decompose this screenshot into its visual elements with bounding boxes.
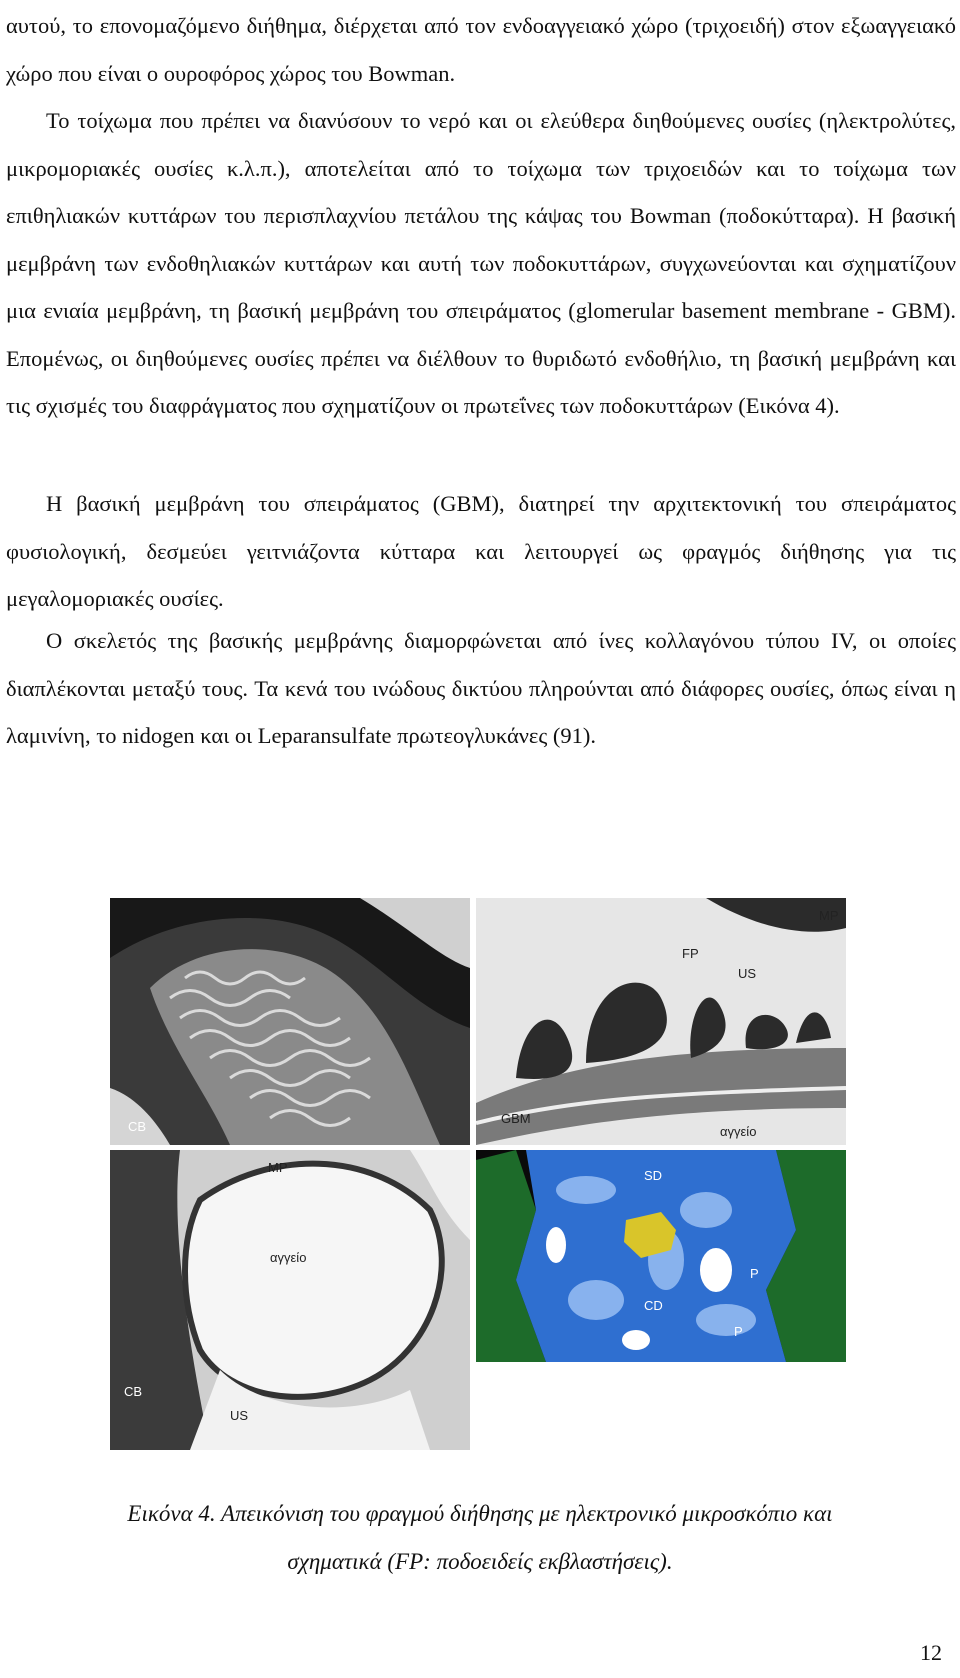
label-us-top: US	[738, 966, 757, 981]
paragraph-2: Το τοίχωμα που πρέπει να διανύσουν το νερό και οι ελεύθερα διηθούμενες ουσίες (ηλεκτρολύτες, μικρομοριακές ουσίες κ.λ.π.), αποτελείται από το τοίχωμα των τριχοειδών και το τοίχωμα των επιθηλιακών κυττάρων του περισπλαχνίου πετάλου της κάψας του Bowman (ποδοκύτταρα). Η βασική μεμβράνη των ενδοθηλιακών κυττάρων και αυτή των ποδοκυττάρων, συγχωνεύονται και σχηματίζουν μια ενιαία μεμβράνη, τη βασική μεμβράνη του σπειράματος (glomerular basement membrane - GBM). Επομένως, οι διηθούμενες ουσίες πρέπει να διέλθουν το θυριδωτό ενδοθήλιο, τη βασική μεμβράνη και τις σχισμές του διαφράγματος που σχηματίζουν οι πρωτεΐνες των ποδοκυττάρων (Εικόνα 4).	[6, 108, 956, 418]
label-cb-top: CB	[128, 1119, 147, 1134]
label-cd: CD	[644, 1298, 663, 1313]
figure-caption-line-1: Εικόνα 4. Απεικόνιση του φραγμού διήθησης με ηλεκτρονικό μικροσκόπιο και	[127, 1501, 833, 1526]
sem-podocytes-image	[110, 898, 470, 1145]
label-fp: FP	[682, 946, 699, 961]
label-gbm: GBM	[501, 1111, 531, 1126]
tem-capillary-image	[110, 1150, 470, 1450]
label-vessel-top: αγγείο	[720, 1124, 757, 1139]
paragraph-3: Η βασική μεμβράνη του σπειράματος (GBM), διατηρεί την αρχιτεκτονική του σπειράματος φυσιολογική, δεσμεύει γειτνιάζοντα κύτταρα και λειτουργεί ως φραγμός διήθησης για τις μεγαλομοριακές ουσίες.	[6, 491, 956, 611]
figure-caption-line-2: σχηματικά (FP: ποδοειδείς εκβλαστήσεις).	[287, 1549, 673, 1574]
label-cb-bottom: CB	[124, 1384, 143, 1399]
label-us-bottom: US	[230, 1408, 249, 1423]
label-mp-top: MP	[819, 908, 839, 923]
label-sd: SD	[644, 1168, 663, 1183]
label-p-1: P	[750, 1266, 759, 1281]
label-p-2: P	[734, 1324, 743, 1339]
3d-reconstruction-image	[476, 1150, 846, 1362]
tem-filtration-barrier-image	[476, 898, 846, 1145]
paragraph-4: Ο σκελετός της βασικής μεμβράνης διαμορφώνεται από ίνες κολλαγόνου τύπου IV, οι οποίες διαπλέκονται μεταξύ τους. Τα κενά του ινώδους δικτύου πληρούνται από διάφορες ουσίες, όπως είναι η λαμινίνη, το nidogen και οι Leparansulfate πρωτεογλυκάνες (91).	[6, 628, 956, 748]
label-mp-bottom: MP	[268, 1160, 288, 1175]
paragraph-1: αυτού, το επονομαζόμενο διήθημα, διέρχεται από τον ενδοαγγειακό χώρο (τριχοειδή) στον εξωαγγειακό χώρο που είναι ο ουροφόρος χώρος του Bowman.	[6, 13, 956, 86]
label-vessel-bottom: αγγείο	[270, 1250, 307, 1265]
page-number: 12	[920, 1640, 942, 1665]
figure-4	[110, 898, 845, 1488]
